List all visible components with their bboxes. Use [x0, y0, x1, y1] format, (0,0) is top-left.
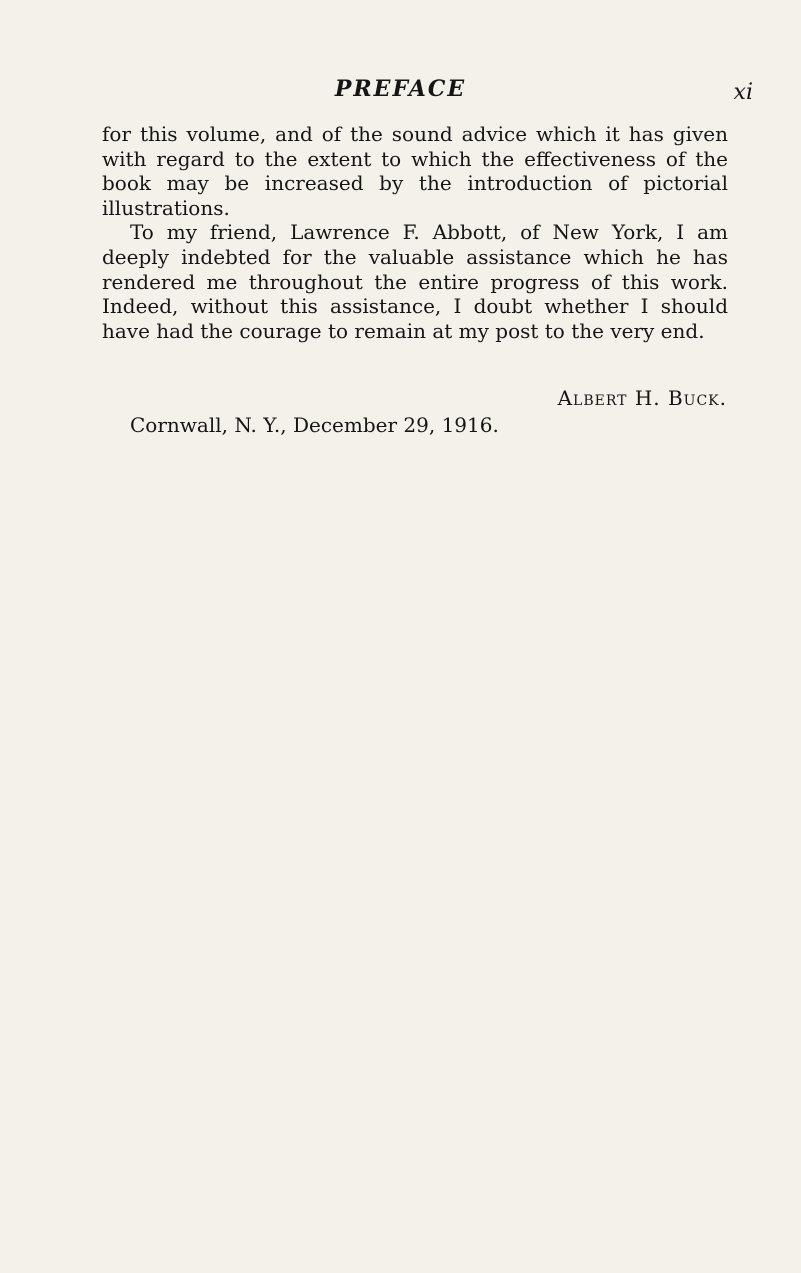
- paragraph-continuation: for this volume, and of the sound advice which it has given with regard to the extent to which the effectiveness of the book may be increased by the introduction of pictorial illustrations.: [102, 122, 728, 220]
- page-title: PREFACE: [334, 76, 467, 102]
- running-head: [0, 76, 801, 112]
- paragraph-acknowledgement: To my friend, Lawrence F. Abbott, of New York, I am deeply indebted for the valuable assistance which he has rendered me throughout the entire progress of this work. Indeed, without this assistance, I doubt whether I should have had the courage to remain at my post to the very end.: [102, 220, 728, 343]
- body-text: [102, 122, 728, 343]
- page-number: xi: [733, 80, 753, 105]
- author-signature: Albert H. Buck.: [557, 386, 727, 410]
- dateline: Cornwall, N. Y., December 29, 1916.: [130, 413, 499, 437]
